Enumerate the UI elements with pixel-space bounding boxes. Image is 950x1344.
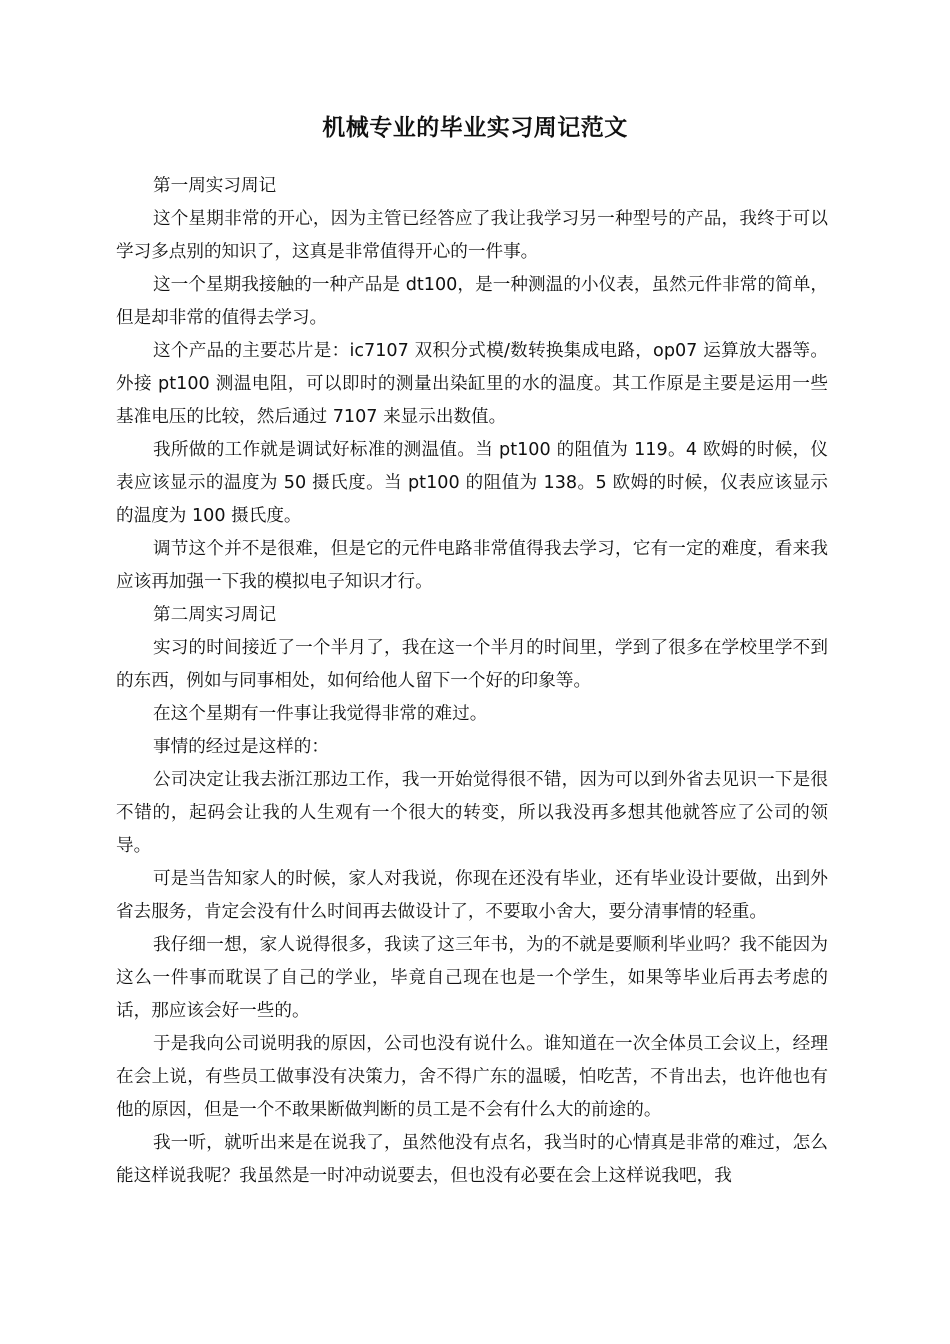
- paragraph: 于是我向公司说明我的原因，公司也没有说什么。谁知道在一次全体员工会议上，经理在会上说，有些员工做事没有决策力，舍不得广东的温暖，怕吃苦，不肯出去，也许他也有他的原因，但是一个不敢果断做判断的员工是不会有什么大的前途的。: [116, 1034, 828, 1120]
- paragraph: 可是当告知家人的时候，家人对我说，你现在还没有毕业，还有毕业设计要做，出到外省去服务，肯定会没有什么时间再去做设计了，不要取小舍大，要分清事情的轻重。: [116, 869, 828, 922]
- paragraph: 调节这个并不是很难，但是它的元件电路非常值得我去学习，它有一定的难度，看来我应该再加强一下我的模拟电子知识才行。: [116, 539, 828, 592]
- paragraph: 我仔细一想，家人说得很多，我读了这三年书，为的不就是要顺利毕业吗？我不能因为这么一件事而耽误了自己的学业，毕竟自己现在也是一个学生，如果等毕业后再去考虑的话，那应该会好一些的。: [116, 935, 828, 1021]
- paragraph: 实习的时间接近了一个半月了，我在这一个半月的时间里，学到了很多在学校里学不到的东西，例如与同事相处，如何给他人留下一个好的印象等。: [116, 638, 828, 691]
- paragraph: 我一听，就听出来是在说我了，虽然他没有点名，我当时的心情真是非常的难过，怎么能这样说我呢？我虽然是一时冲动说要去，但也没有必要在会上这样说我吧，我: [116, 1133, 828, 1186]
- paragraph: 在这个星期有一件事让我觉得非常的难过。: [153, 704, 488, 724]
- paragraph: 公司决定让我去浙江那边工作，我一开始觉得很不错，因为可以到外省去见识一下是很不错的，起码会让我的人生观有一个很大的转变，所以我没再多想其他就答应了公司的领导。: [116, 770, 828, 856]
- paragraph: 我所做的工作就是调试好标准的测温值。当 pt100 的阻值为 119。4 欧姆的时候，仪表应该显示的温度为 50 摄氏度。当 pt100 的阻值为 138。5 欧姆的时候，仪表应该显示的温度为 100 摄氏度。: [116, 440, 828, 526]
- document-title: 机械专业的毕业实习周记范文: [322, 115, 628, 141]
- paragraph: 这一个星期我接触的一种产品是 dt100，是一种测温的小仪表，虽然元件非常的简单，但是却非常的值得去学习。: [116, 275, 828, 328]
- document-body: [116, 170, 828, 1193]
- section-heading-week-1: 第一周实习周记: [153, 176, 277, 196]
- paragraph: 事情的经过是这样的：: [153, 737, 329, 757]
- section-heading-week-2: 第二周实习周记: [153, 605, 277, 625]
- paragraph: 这个星期非常的开心，因为主管已经答应了我让我学习另一种型号的产品，我终于可以学习多点别的知识了，这真是非常值得开心的一件事。: [116, 209, 828, 262]
- paragraph: 这个产品的主要芯片是：ic7107 双积分式模/数转换集成电路，op07 运算放大器等。外接 pt100 测温电阻，可以即时的测量出染缸里的水的温度。其工作原是主要是运用一些基准电压的比较，然后通过 7107 来显示出数值。: [116, 341, 828, 427]
